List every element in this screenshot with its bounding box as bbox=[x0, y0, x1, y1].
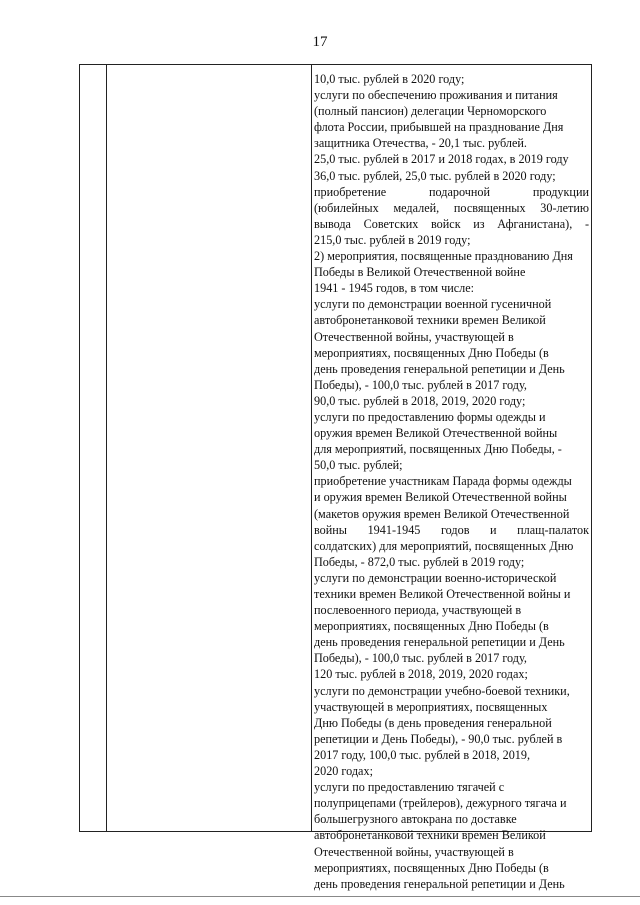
text-line: услуги по демонстрации учебно-боевой техники, bbox=[314, 683, 570, 698]
text-line: услуги по предоставлению тягачей с bbox=[314, 780, 505, 795]
text-line: услуги по предоставлению формы одежды и bbox=[314, 409, 546, 424]
table-cell-text bbox=[314, 71, 589, 892]
text-line: защитника Отечества, - 20,1 тыс. рублей. bbox=[314, 136, 527, 151]
text-line: большегрузного автокрана по доставке bbox=[314, 812, 517, 827]
text-line: войны 1941-1945 годов и плащ-палаток bbox=[314, 522, 589, 537]
text-line: для мероприятий, посвященных Дню Победы, - bbox=[314, 442, 562, 457]
text-line: приобретение подарочной продукции bbox=[314, 184, 589, 199]
text-line: репетиции и День Победы), - 90,0 тыс. рублей в bbox=[314, 731, 563, 746]
text-line: 10,0 тыс. рублей в 2020 году; bbox=[314, 72, 465, 86]
text-line: день проведения генеральной репетиции и День bbox=[314, 361, 565, 376]
text-line: Дню Победы (в день проведения генеральной bbox=[314, 715, 552, 730]
table-column-divider bbox=[106, 65, 107, 831]
text-line: 25,0 тыс. рублей в 2017 и 2018 годах, в 2019 году bbox=[314, 152, 569, 167]
text-line: 50,0 тыс. рублей; bbox=[314, 458, 403, 473]
text-line: мероприятиях, посвященных Дню Победы (в bbox=[314, 860, 549, 875]
document-table bbox=[79, 64, 592, 891]
text-line: и оружия времен Великой Отечественной войны bbox=[314, 490, 567, 505]
text-line: техники времен Великой Отечественной войны и bbox=[314, 587, 571, 601]
text-line: участвующей в мероприятиях, посвященных bbox=[314, 699, 548, 714]
text-line: приобретение участникам Парада формы одежды bbox=[314, 474, 572, 489]
text-line: Победы в Великой Отечественной войне bbox=[314, 265, 526, 280]
text-line: мероприятиях, посвященных Дню Победы (в bbox=[314, 619, 549, 634]
text-line: (юбилейных медалей, посвященных 30-летию bbox=[314, 200, 589, 215]
scan-bottom-edge bbox=[0, 896, 640, 897]
text-line: автобронетанковой техники времен Великой bbox=[314, 313, 546, 328]
text-line: услуги по демонстрации военно-исторической bbox=[314, 570, 557, 585]
text-line: мероприятиях, посвященных Дню Победы (в bbox=[314, 345, 549, 360]
text-line: вывода Советских войск из Афганистана), - bbox=[314, 216, 589, 231]
text-line: (полный пансион) делегации Черноморского bbox=[314, 104, 547, 119]
text-line: флота России, прибывшей на празднование Дня bbox=[314, 120, 564, 135]
text-line: солдатских) для мероприятий, посвященных Дню bbox=[314, 538, 574, 553]
text-line: 215,0 тыс. рублей в 2019 году; bbox=[314, 232, 471, 247]
text-line: автобронетанковой техники времен Великой bbox=[314, 828, 546, 843]
table-column-divider bbox=[311, 65, 312, 831]
text-line: полуприцепами (трейлеров), дежурного тягача и bbox=[314, 796, 567, 811]
text-line: послевоенного периода, участвующей в bbox=[314, 603, 522, 618]
text-line: 90,0 тыс. рублей в 2018, 2019, 2020 году; bbox=[314, 393, 526, 408]
text-line: оружия времен Великой Отечественной войны bbox=[314, 426, 558, 441]
text-line: 2020 годах; bbox=[314, 764, 373, 779]
text-line: Отечественной войны, участвующей в bbox=[314, 329, 514, 344]
text-line: день проведения генеральной репетиции и День bbox=[314, 635, 565, 650]
text-line: 1941 - 1945 годов, в том числе: bbox=[314, 281, 475, 296]
text-line: услуги по демонстрации военной гусеничной bbox=[314, 297, 552, 312]
text-line: 2017 году, 100,0 тыс. рублей в 2018, 2019, bbox=[314, 747, 531, 762]
text-line: Отечественной войны, участвующей в bbox=[314, 844, 514, 859]
text-line: 120 тыс. рублей в 2018, 2019, 2020 годах; bbox=[314, 667, 528, 682]
text-line: Победы, - 872,0 тыс. рублей в 2019 году; bbox=[314, 554, 525, 569]
text-line: Победы), - 100,0 тыс. рублей в 2017 году, bbox=[314, 377, 527, 392]
text-line: услуги по обеспечению проживания и питания bbox=[314, 88, 558, 103]
page-number: 17 bbox=[312, 34, 328, 50]
text-line: Победы), - 100,0 тыс. рублей в 2017 году, bbox=[314, 651, 527, 666]
text-line: 2) мероприятия, посвященные празднованию Дня bbox=[314, 249, 573, 264]
text-line: день проведения генеральной репетиции и День bbox=[314, 876, 565, 891]
text-line: 36,0 тыс. рублей, 25,0 тыс. рублей в 2020 году; bbox=[314, 168, 556, 183]
text-line: (макетов оружия времен Великой Отечественной bbox=[314, 506, 570, 521]
